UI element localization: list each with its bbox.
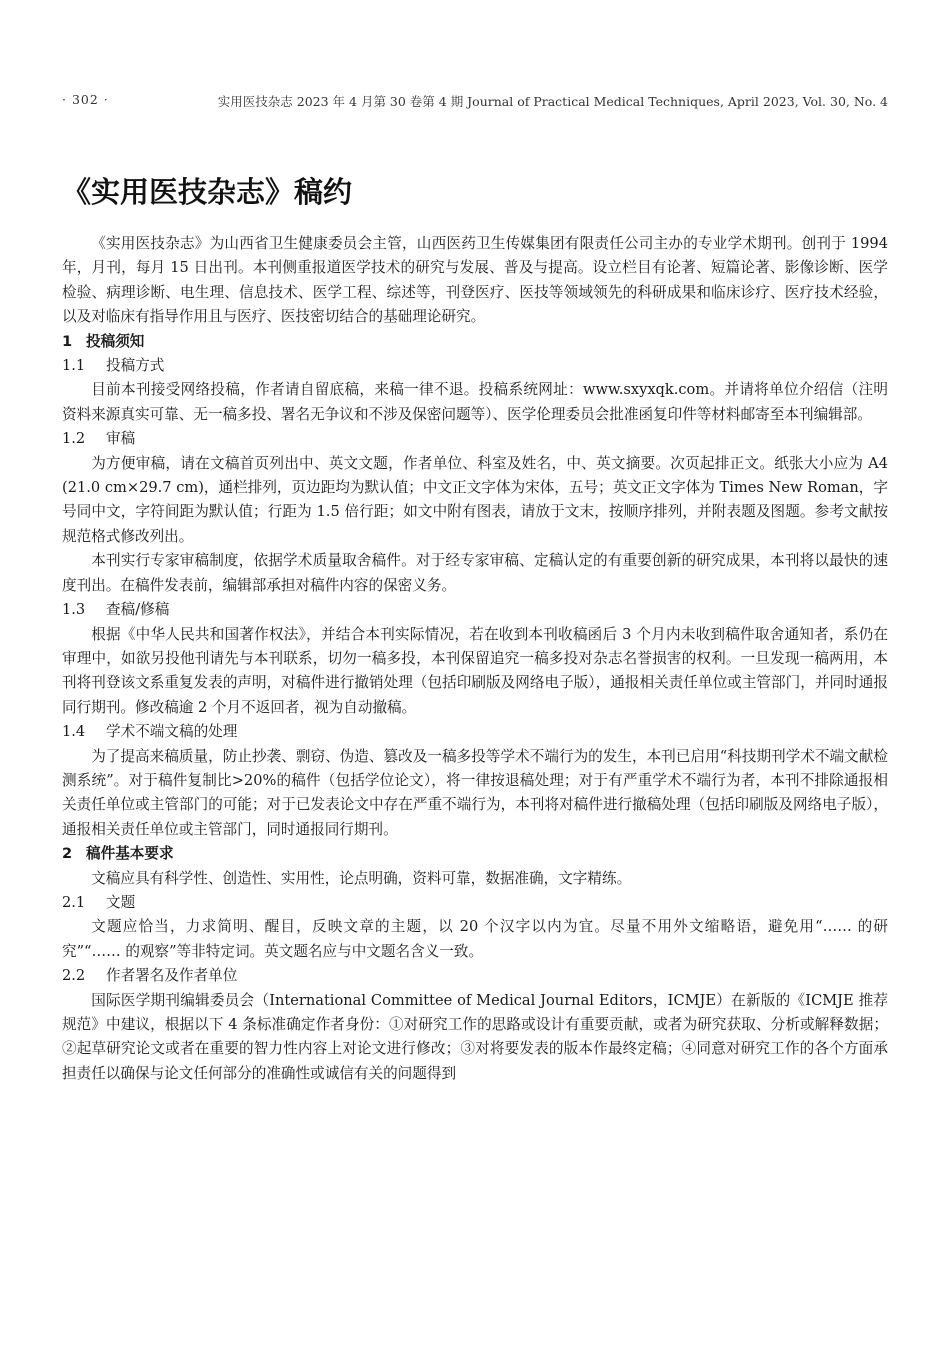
section-title: 稿件基本要求 [86, 845, 174, 863]
subsection-title: 文题 [106, 893, 136, 911]
article-title: 《实用医技杂志》稿约 [62, 175, 353, 209]
paragraph: 国际医学期刊编辑委员会（International Committee of Medical Journal Editors，ICMJE）在新版的《ICMJE 推荐规范》中建议，根据以下 4 条标准确定作者身份：①对研究工作的思路或设计有重要贡献，或者为研究获取、分析或解释数据；②起草研究论文或者在重要的智力性内容上对论文进行修改；③对将要发表的版本作最终定稿；④同意对研究工作的各个方面承担责任以确保与论文任何部分的准确性或诚信有关的问题得到 [62, 991, 888, 1082]
subsection-heading-2-1 [62, 891, 888, 915]
section-heading-1 [62, 330, 888, 354]
page-number: · 302 · [62, 92, 109, 107]
subsection-number: 1.1 [62, 357, 86, 375]
running-header [62, 92, 888, 110]
subsection-number: 2.2 [62, 967, 86, 985]
subsection-title: 查稿/修稿 [106, 601, 170, 619]
subsection-number: 1.3 [62, 601, 86, 619]
paragraph: 为了提高来稿质量，防止抄袭、剽窃、伪造、篡改及一稿多投等学术不端行为的发生，本刊已启用“科技期刊学术不端文献检测系统”。对于稿件复制比>20%的稿件（包括学位论文），将一律按退稿处理；对于有严重学术不端行为者，本刊不排除通报相关责任单位或主管部门的可能；对于已发表论文中存在严重不端行为，本刊将对稿件进行撤稿处理（包括印刷版及网络电子版），通报相关责任单位或主管部门，同时通报同行期刊。 [62, 747, 888, 838]
section-title: 投稿须知 [86, 332, 145, 350]
subsection-heading-2-2 [62, 964, 888, 988]
paragraph: 文题应恰当，力求简明、醒目，反映文章的主题，以 20 个汉字以内为宜。尽量不用外文缩略语，避免用“…… 的研究”“…… 的观察”等非特定词。英文题名应与中文题名含义一致。 [62, 918, 888, 960]
section-heading-2 [62, 842, 888, 866]
subsection-title: 审稿 [106, 430, 136, 448]
subsection-title: 作者署名及作者单位 [106, 967, 238, 985]
paragraph: 为方便审稿，请在文稿首页列出中、英文文题，作者单位、科室及姓名，中、英文摘要。次页起排正文。纸张大小应为 A4(21.0 cm×29.7 cm)，通栏排列，页边距均为默认值；中文正文字体为宋体，五号；英文正文字体为 Times New Roman，字号同中文，字符间距为默认值；行距为 1.5 倍行距；如文中附有图表，请放于文末，按顺序排列，并附表题及图题。参考文献按规范格式修改列出。 [62, 454, 888, 545]
paragraph: 目前本刊接受网络投稿，作者请自留底稿，来稿一律不退。投稿系统网址：www.sxyxqk.com。并请将单位介绍信（注明资料来源真实可靠、无一稿多投、署名无争议和不涉及保密问题等）、医学伦理委员会批准函复印件等材料邮寄至本刊编辑部。 [62, 381, 888, 423]
subsection-title: 投稿方式 [106, 357, 165, 375]
paragraph: 根据《中华人民共和国著作权法》，并结合本刊实际情况，若在收到本刊收稿函后 3 个月内未收到稿件取舍通知者，系仍在审理中，如欲另投他刊请先与本刊联系，切勿一稿多投，本刊保留追究一稿多投对杂志名誉损害的权利。一旦发现一稿两用，本刊将刊登该文系重复发表的声明，对稿件进行撤销处理（包括印刷版及网络电子版），通报相关责任单位或主管部门，并同时通报同行期刊。修改稿逾 2 个月不返回者，视为自动撤稿。 [62, 625, 888, 716]
subsection-title: 学术不端文稿的处理 [106, 723, 238, 741]
subsection-heading-1-1 [62, 354, 888, 378]
section-number: 2 [62, 845, 73, 863]
paragraph: 文稿应具有科学性、创造性、实用性，论点明确，资料可靠，数据准确，文字精练。 [91, 869, 632, 887]
paragraph: 本刊实行专家审稿制度，依据学术质量取舍稿件。对于经专家审稿、定稿认定的有重要创新的研究成果，本刊将以最快的速度刊出。在稿件发表前，编辑部承担对稿件内容的保密义务。 [62, 552, 888, 594]
subsection-number: 1.4 [62, 723, 86, 741]
subsection-number: 2.1 [62, 893, 86, 911]
subsection-heading-1-2 [62, 427, 888, 451]
subsection-number: 1.2 [62, 430, 86, 448]
section-number: 1 [62, 332, 73, 350]
intro-paragraph: 《实用医技杂志》为山西省卫生健康委员会主管，山西医药卫生传媒集团有限责任公司主办的专业学术期刊。创刊于 1994 年，月刊，每月 15 日出刊。本刊侧重报道医学技术的研究与发展、普及与提高。设立栏目有论著、短篇论著、影像诊断、医学检验、病理诊断、电生理、信息技术、医学工程、综述等，刊登医疗、医技等领域领先的科研成果和临床诊疗、医疗技术经验，以及对临床有指导作用且与医疗、医技密切结合的基础理论研究。 [62, 235, 888, 326]
article-body [62, 232, 888, 1086]
subsection-heading-1-3 [62, 598, 888, 622]
subsection-heading-1-4 [62, 720, 888, 744]
journal-info: 实用医技杂志 2023 年 4 月第 30 卷第 4 期 Journal of Practical Medical Techniques, April 2023, Vol. 30, No. 4 [217, 94, 888, 109]
